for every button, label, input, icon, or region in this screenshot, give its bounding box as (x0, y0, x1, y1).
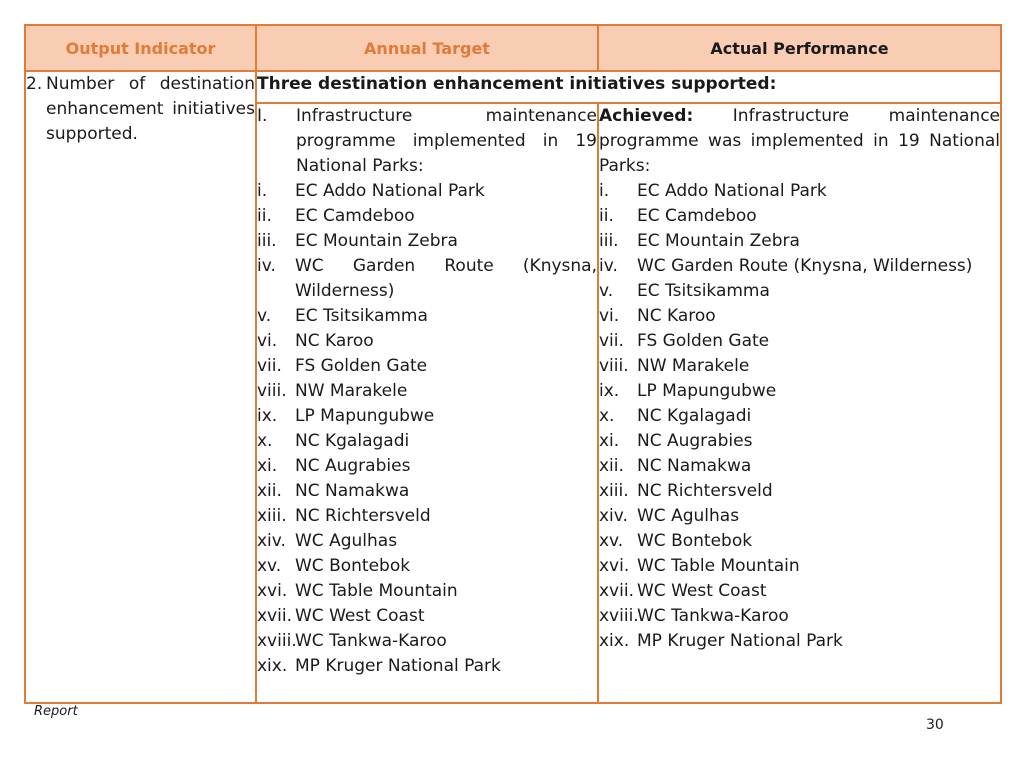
list-item-text: WC West Coast (295, 606, 425, 626)
actual-intro (599, 104, 1000, 179)
list-item-text: EC Camdeboo (637, 206, 757, 226)
performance-table (24, 24, 1002, 704)
annual-target-cell (256, 103, 598, 703)
list-item (599, 329, 1000, 354)
list-item-number: i. (257, 181, 268, 201)
list-item-number: x. (257, 431, 273, 451)
list-item-number: xii. (257, 481, 282, 501)
list-item-number: xix. (599, 631, 630, 651)
list-item-number: xi. (599, 431, 620, 451)
list-item (599, 379, 1000, 404)
list-item (599, 279, 1000, 304)
list-item (599, 304, 1000, 329)
list-item-text: NC Richtersveld (295, 506, 431, 526)
list-item-text: WC Table Mountain (295, 581, 458, 601)
list-item-number: xii. (599, 456, 624, 476)
list-item-text: EC Tsitsikamma (637, 281, 770, 301)
list-item (599, 554, 1000, 579)
list-item (599, 504, 1000, 529)
list-item-text: WC West Coast (637, 581, 767, 601)
list-item (257, 604, 597, 629)
actual-performance-cell (598, 103, 1001, 703)
list-item-text: EC Mountain Zebra (637, 231, 800, 251)
list-item-text: NC Richtersveld (637, 481, 773, 501)
list-item-text: EC Addo National Park (637, 181, 827, 201)
list-item-number: xiv. (257, 531, 286, 551)
list-item (599, 454, 1000, 479)
list-item (599, 629, 1000, 654)
list-item-text: NC Kgalagadi (637, 406, 752, 426)
list-item-text: WC Tankwa-Karoo (637, 606, 789, 626)
list-item (599, 254, 1000, 279)
list-item-number: iv. (599, 256, 618, 276)
list-item-text: MP Kruger National Park (637, 631, 843, 651)
indicator-text: Number of destination enhancement initiatives supported. (46, 74, 255, 144)
list-item-number: viii. (599, 356, 629, 376)
list-item-text: WC Bontebok (637, 531, 753, 551)
list-item (599, 604, 1000, 629)
list-item-text: LP Mapungubwe (637, 381, 777, 401)
list-item-number: ix. (257, 406, 278, 426)
list-item (599, 404, 1000, 429)
target-intro-number: I. (257, 106, 268, 126)
header-annual-target: Annual Target (256, 25, 598, 71)
list-item (257, 204, 597, 229)
list-item-number: xv. (599, 531, 624, 551)
list-item (257, 654, 597, 679)
list-item-text: WC Bontebok (295, 556, 411, 576)
list-item-number: iv. (257, 256, 276, 276)
list-item-number: ix. (599, 381, 620, 401)
list-item (257, 629, 597, 654)
list-item (599, 354, 1000, 379)
list-item-number: i. (599, 181, 610, 201)
indicator-cell (25, 71, 256, 703)
list-item (257, 529, 597, 554)
list-item-text: WC Tankwa-Karoo (295, 631, 447, 651)
list-item (257, 504, 597, 529)
list-item-number: ii. (599, 206, 614, 226)
target-park-list (257, 179, 597, 679)
header-output-indicator: Output Indicator (25, 25, 256, 71)
list-item (257, 229, 597, 254)
list-item-number: vii. (257, 356, 282, 376)
list-item-text: NC Karoo (637, 306, 716, 326)
list-item (257, 304, 597, 329)
list-item-text: NC Kgalagadi (295, 431, 410, 451)
list-item-number: v. (599, 281, 614, 301)
list-item-number: vi. (257, 331, 278, 351)
list-item-number: xi. (257, 456, 278, 476)
list-item-text: LP Mapungubwe (295, 406, 435, 426)
list-item-number: ii. (257, 206, 272, 226)
list-item-number: xix. (257, 656, 288, 676)
summary-row (25, 71, 1001, 103)
list-item-text: EC Addo National Park (295, 181, 485, 201)
list-item (599, 529, 1000, 554)
list-item (599, 204, 1000, 229)
list-item-text: WC Garden Route (Knysna, Wilderness) (295, 256, 597, 301)
target-intro (257, 104, 597, 179)
list-item-number: xviii. (599, 606, 639, 626)
list-item (257, 554, 597, 579)
indicator-number: 2. (26, 74, 43, 94)
list-item-number: viii. (257, 381, 287, 401)
list-item-text: EC Mountain Zebra (295, 231, 458, 251)
list-item-text: NW Marakele (637, 356, 750, 376)
list-item-number: xvii. (599, 581, 634, 601)
achieved-label: Achieved: (599, 106, 694, 126)
list-item-number: vii. (599, 331, 624, 351)
list-item-number: vi. (599, 306, 620, 326)
list-item (257, 404, 597, 429)
list-item-text: EC Camdeboo (295, 206, 415, 226)
list-item-number: xviii. (257, 631, 297, 651)
header-actual-performance: Actual Performance (598, 25, 1001, 71)
list-item-number: iii. (599, 231, 619, 251)
list-item-text: NC Augrabies (295, 456, 411, 476)
actual-park-list (599, 179, 1000, 654)
footer-report-label: Report (34, 704, 78, 719)
list-item (599, 179, 1000, 204)
list-item (599, 579, 1000, 604)
list-item (599, 479, 1000, 504)
list-item-text: NC Augrabies (637, 431, 753, 451)
list-item-text: FS Golden Gate (295, 356, 428, 376)
list-item-text: WC Agulhas (295, 531, 398, 551)
actual-intro-text: Infrastructure maintenance programme was implemented in 19 National Parks: (599, 106, 1001, 176)
target-summary: Three destination enhancement initiatives supported: (256, 71, 1001, 103)
page-number: 30 (926, 717, 944, 733)
list-item (257, 354, 597, 379)
list-item-text: EC Tsitsikamma (295, 306, 428, 326)
list-item (257, 479, 597, 504)
list-item-number: xiii. (257, 506, 287, 526)
list-item-text: NW Marakele (295, 381, 408, 401)
list-item (257, 254, 597, 304)
list-item (599, 229, 1000, 254)
target-intro-text: Infrastructure maintenance programme implemented in 19 National Parks: (296, 106, 597, 176)
list-item-number: xvi. (257, 581, 288, 601)
list-item-number: x. (599, 406, 615, 426)
list-item-text: WC Agulhas (637, 506, 740, 526)
list-item-text: WC Table Mountain (637, 556, 800, 576)
list-item-number: xiv. (599, 506, 628, 526)
list-item (599, 429, 1000, 454)
list-item-number: xiii. (599, 481, 629, 501)
list-item (257, 329, 597, 354)
list-item-number: xvii. (257, 606, 292, 626)
list-item (257, 579, 597, 604)
list-item (257, 379, 597, 404)
list-item (257, 429, 597, 454)
list-item-text: NC Namakwa (295, 481, 410, 501)
list-item-number: v. (257, 306, 272, 326)
list-item-text: WC Garden Route (Knysna, Wilderness) (637, 256, 973, 276)
list-item (257, 179, 597, 204)
table-header-row (25, 25, 1001, 71)
list-item (257, 454, 597, 479)
list-item-text: NC Namakwa (637, 456, 752, 476)
list-item-number: xvi. (599, 556, 630, 576)
list-item-number: xv. (257, 556, 282, 576)
list-item-text: MP Kruger National Park (295, 656, 501, 676)
list-item-text: FS Golden Gate (637, 331, 770, 351)
list-item-number: iii. (257, 231, 277, 251)
list-item-text: NC Karoo (295, 331, 374, 351)
